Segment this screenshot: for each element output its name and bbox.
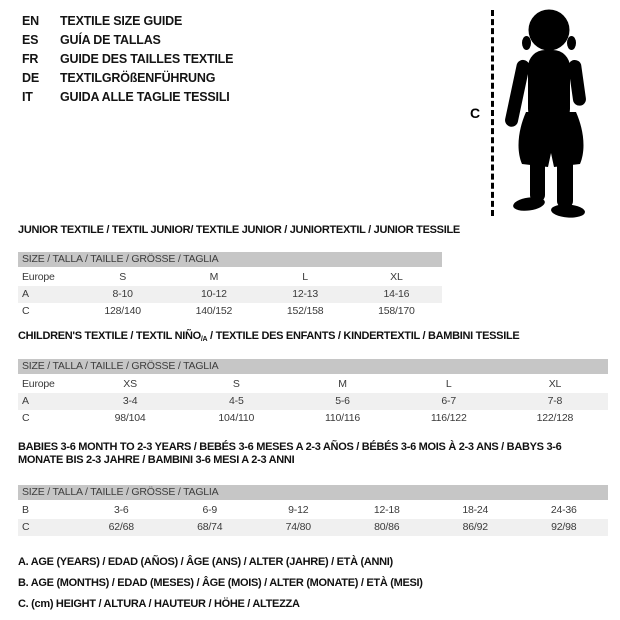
table-row-age (18, 393, 608, 410)
age-cell: 12-13 (292, 288, 319, 300)
height-cell: 158/170 (378, 305, 415, 317)
age-cell: 14-16 (383, 288, 410, 300)
language-row-de (22, 69, 233, 88)
size-cell: XL (390, 271, 403, 283)
row-label: Europe (22, 378, 55, 390)
childrens-size-table (18, 359, 608, 427)
size-cell: M (209, 271, 219, 283)
size-header-band: SIZE / TALLA / TAILLE / GRÖSSE / TAGLIA (18, 485, 608, 500)
age-cell: 6-7 (441, 395, 456, 407)
height-cell: 116/122 (430, 412, 467, 424)
height-cell: 62/68 (108, 521, 134, 533)
guide-title-fr: GUIDE DES TAILLES TEXTILE (60, 52, 234, 66)
age-cell: 3-4 (122, 395, 138, 407)
size-cell: XL (548, 378, 562, 390)
toddler-silhouette (502, 6, 614, 218)
age-cell: 8-10 (112, 288, 133, 300)
table-row-height (18, 303, 442, 320)
height-cell: 68/74 (197, 521, 223, 533)
guide-title-it: GUIDA ALLE TAGLIE TESSILI (60, 90, 230, 104)
legend-line-b: B. AGE (MONTHS) / EDAD (MESES) / ÂGE (MOIS) / ALTER (MONATE) / ETÀ (MESI) (18, 577, 423, 589)
table-row-europe (18, 376, 608, 393)
junior-textile-section (18, 224, 460, 320)
months-cell: 9-12 (288, 504, 309, 516)
title-text: CHILDREN'S TEXTILE / TEXTIL NIÑO (18, 330, 201, 342)
age-cell: 4-5 (229, 395, 244, 407)
title-text: / TEXTILE DES ENFANTS / KINDERTEXTIL / BAMBINI TESSILE (207, 330, 520, 342)
height-dotted-line (491, 10, 494, 216)
size-cell: L (445, 378, 452, 390)
childrens-table-body (18, 376, 608, 427)
row-label: A (22, 288, 29, 300)
language-code: ES (22, 33, 39, 47)
childrens-table-title (18, 330, 608, 344)
height-cell: 110/116 (325, 412, 360, 424)
height-cell: 140/152 (195, 305, 233, 317)
months-cell: 3-6 (113, 504, 129, 516)
language-row-fr (22, 50, 233, 69)
babies-table-body (18, 502, 608, 536)
row-label: A (22, 395, 29, 407)
size-cell: S (232, 378, 240, 390)
junior-table-body (18, 269, 442, 320)
row-label: Europe (22, 271, 55, 283)
language-title-list (22, 12, 233, 107)
guide-title-es: GUÍA DE TALLAS (60, 33, 161, 47)
height-cell: 86/92 (462, 521, 488, 533)
table-row-months (18, 502, 608, 519)
language-code: EN (22, 14, 39, 28)
height-cell: 128/140 (104, 305, 141, 317)
junior-size-table (18, 252, 442, 320)
table-row-height (18, 519, 608, 536)
height-cell: 80/86 (374, 521, 400, 533)
row-label: B (22, 504, 29, 516)
size-cell: XS (123, 378, 137, 390)
legend-line-c: C. (cm) HEIGHT / ALTURA / HAUTEUR / HÖHE / ALTEZZA (18, 598, 300, 610)
height-cell: 104/110 (218, 412, 255, 424)
age-cell: 5-6 (335, 395, 350, 407)
table-row-europe (18, 269, 442, 286)
height-cell: 152/158 (286, 305, 324, 317)
measure-legend (18, 552, 423, 615)
months-cell: 6-9 (202, 504, 218, 516)
guide-title-de: TEXTILGRÖßENFÜHRUNG (60, 71, 216, 85)
row-label: C (22, 305, 30, 317)
language-row-es (22, 31, 233, 50)
language-code: DE (22, 71, 39, 85)
table-row-age (18, 286, 442, 303)
language-code: FR (22, 52, 39, 66)
babies-textile-section (18, 441, 608, 536)
height-cell: 74/80 (285, 521, 311, 533)
language-code: IT (22, 90, 33, 104)
size-cell: S (119, 271, 127, 283)
guide-title-en: TEXTILE SIZE GUIDE (60, 14, 183, 28)
height-cell: 122/128 (536, 412, 574, 424)
language-row-it (22, 88, 233, 107)
height-cell: 98/104 (114, 412, 146, 424)
age-cell: 10-12 (200, 288, 227, 300)
language-row-en (22, 12, 233, 31)
row-label: C (22, 521, 30, 533)
months-cell: 12-18 (373, 504, 400, 516)
height-cell: 92/98 (551, 521, 577, 533)
row-label: C (22, 412, 30, 424)
height-measure-figure (468, 6, 618, 218)
size-cell: L (302, 271, 308, 283)
junior-table-title: JUNIOR TEXTILE / TEXTIL JUNIOR/ TEXTILE JUNIOR / JUNIORTEXTIL / JUNIOR TESSILE (18, 224, 460, 236)
table-row-height (18, 410, 608, 427)
childrens-textile-section (18, 330, 608, 427)
legend-line-a: A. AGE (YEARS) / EDAD (AÑOS) / ÂGE (ANS) / ALTER (JAHRE) / ETÀ (ANNI) (18, 556, 393, 568)
babies-size-table (18, 485, 608, 536)
babies-table-title: BABIES 3-6 MONTH TO 2-3 YEARS / BEBÉS 3-6 MESES A 2-3 AÑOS / BÉBÉS 3-6 MOIS À 2-3 ANS / BABYS 3-6 MONATE BIS 2-3 JAHRE / BAMBINI 3-6 MESI A 2-3 ANNI (18, 441, 562, 466)
size-header-band: SIZE / TALLA / TAILLE / GRÖSSE / TAGLIA (18, 359, 608, 374)
size-header-band: SIZE / TALLA / TAILLE / GRÖSSE / TAGLIA (18, 252, 442, 267)
age-cell: 7-8 (547, 395, 563, 407)
months-cell: 24-36 (550, 504, 577, 516)
months-cell: 18-24 (462, 504, 489, 516)
title-subscript: /A (200, 336, 208, 343)
height-measure-label: C (470, 105, 481, 121)
size-cell: M (338, 378, 347, 390)
